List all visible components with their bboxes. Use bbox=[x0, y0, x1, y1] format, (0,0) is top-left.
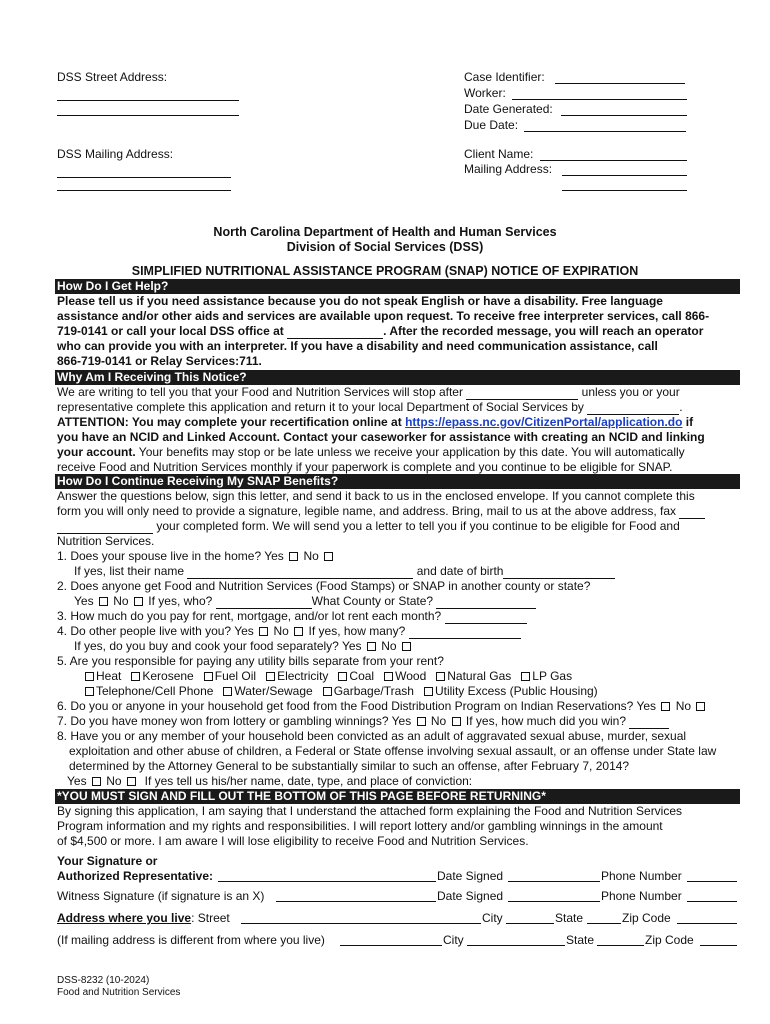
state-label-1: State bbox=[555, 911, 584, 925]
return-by-date-blank[interactable] bbox=[587, 403, 679, 415]
county-state-blank[interactable] bbox=[436, 597, 536, 609]
q6-yes-checkbox[interactable] bbox=[661, 702, 670, 711]
utility-row1-checkbox-4[interactable] bbox=[338, 672, 347, 681]
state-field-2[interactable] bbox=[597, 945, 644, 946]
q7-no-label: No bbox=[430, 714, 447, 728]
client-name-field[interactable] bbox=[540, 160, 687, 161]
q8-text-b: If yes tell us his/her name, date, type, and place of conviction: bbox=[144, 774, 473, 788]
q8-yes-label: Yes bbox=[67, 774, 87, 788]
help-line-3b: . After the recorded message, you will reach an operator bbox=[383, 324, 704, 338]
why-line-6: receive Food and Nutrition Services monthly if your paperwork is complete and you continue to be eligible for SNAP. bbox=[57, 460, 673, 474]
utility-row1-checkbox-3[interactable] bbox=[266, 672, 275, 681]
how-many-blank[interactable] bbox=[409, 627, 521, 639]
q7-text: 7. Do you have money won from lottery or gambling winnings? Yes bbox=[57, 714, 412, 728]
why-line-5b: Your benefits may stop or be late unless we receive your application by this date. You will automatically bbox=[135, 445, 685, 459]
utility-row1-label-7: LP Gas bbox=[532, 669, 573, 683]
why-line-3b: if bbox=[685, 415, 694, 429]
utility-row1-label-5: Wood bbox=[395, 669, 427, 683]
section-heading-help: How Do I Get Help? bbox=[55, 279, 740, 294]
section-heading-continue: How Do I Continue Receiving My SNAP Benefits? bbox=[55, 474, 740, 489]
q4-line bbox=[57, 624, 747, 639]
continue-line-1: Answer the questions below, sign this letter, and send it back to us in the enclosed envelope. If you cannot complete this bbox=[57, 489, 695, 503]
utility-row1-checkbox-7[interactable] bbox=[521, 672, 530, 681]
date-generated-field[interactable] bbox=[561, 115, 687, 116]
mailing-street-field[interactable] bbox=[340, 945, 442, 946]
address-live-label: Address where you live bbox=[57, 911, 192, 925]
mailing-address-field-2[interactable] bbox=[562, 190, 687, 191]
sign-line-1: By signing this application, I am saying that I understand the attached form explaining the Food and Nutrition Services bbox=[57, 804, 683, 818]
help-line-1: Please tell us if you need assistance because you do not speak English or have a disability. Free language bbox=[57, 294, 663, 308]
utility-row1-checkbox-2[interactable] bbox=[204, 672, 213, 681]
q4b-yes-checkbox[interactable] bbox=[367, 642, 376, 651]
street-label: : Street bbox=[191, 911, 230, 925]
city-field-2[interactable] bbox=[467, 945, 565, 946]
q4-yes-checkbox[interactable] bbox=[259, 627, 268, 636]
case-identifier-label: Case Identifier: bbox=[464, 70, 545, 84]
q3-line bbox=[57, 609, 747, 624]
section-heading-sign: *YOU MUST SIGN AND FILL OUT THE BOTTOM OF THIS PAGE BEFORE RETURNING* bbox=[55, 789, 740, 804]
utility-row1-checkbox-6[interactable] bbox=[436, 672, 445, 681]
epass-link[interactable]: https://epass.nc.gov/CitizenPortal/application.do bbox=[405, 415, 683, 429]
q2-yes-checkbox[interactable] bbox=[99, 597, 108, 606]
q4-no-label: No bbox=[273, 624, 289, 638]
continue-line-4: Nutrition Services. bbox=[57, 534, 155, 548]
q6-line bbox=[57, 699, 747, 714]
utility-row1-label-1: Kerosene bbox=[142, 669, 194, 683]
why-line-3a: ATTENTION: You may complete your recertification online at bbox=[57, 415, 402, 429]
continue-line-2 bbox=[57, 504, 747, 519]
phone-number-field-2[interactable] bbox=[687, 901, 737, 902]
q1-no-checkbox[interactable] bbox=[324, 552, 333, 561]
why-line-2a: representative complete this application and return it to your local Department of Social Services by bbox=[57, 400, 584, 414]
mailing-address-field-1[interactable] bbox=[562, 175, 687, 176]
utility-row2-checkbox-1[interactable] bbox=[223, 687, 232, 696]
utility-row1-label-3: Electricity bbox=[277, 669, 329, 683]
utility-row2-label-2: Garbage/Trash bbox=[333, 684, 414, 698]
spouse-dob-blank[interactable] bbox=[503, 567, 615, 579]
stop-date-blank[interactable] bbox=[466, 388, 578, 400]
q1-no-label: No bbox=[303, 549, 319, 563]
q4b-text: If yes, do you buy and cook your food separately? Yes bbox=[74, 639, 362, 653]
phone-number-label-1: Phone Number bbox=[601, 869, 682, 883]
phone-number-label-2: Phone Number bbox=[601, 889, 682, 903]
help-line-5: 866-719-0141 or Relay Services:711. bbox=[57, 354, 262, 368]
your-signature-label: Your Signature or bbox=[57, 854, 158, 868]
q4-text-b: If yes, how many? bbox=[308, 624, 406, 638]
zip-label-2: Zip Code bbox=[645, 933, 694, 947]
q5-line: 5. Are you responsible for paying any utility bills separate from your rent? bbox=[57, 654, 444, 668]
why-line-4: you have an NCID and Linked Account. Contact your caseworker for assistance with creating an NCID and linking bbox=[57, 430, 705, 444]
sign-line-3: of $4,500 or more. I am aware I will lose eligibility to receive Food and Nutrition Services. bbox=[57, 834, 529, 848]
continue-paragraph bbox=[57, 489, 747, 549]
q1b-line bbox=[57, 564, 747, 579]
state-field-1[interactable] bbox=[587, 923, 621, 924]
due-date-field[interactable] bbox=[524, 131, 686, 132]
winnings-blank[interactable] bbox=[629, 717, 669, 729]
signature-field[interactable] bbox=[218, 881, 436, 882]
case-identifier-field[interactable] bbox=[555, 83, 685, 84]
q1-line bbox=[57, 549, 747, 564]
q6-text: 6. Do you or anyone in your household get food from the Food Distribution Program on Indian Reservations? Yes bbox=[57, 699, 657, 713]
utility-row1-label-0: Heat bbox=[96, 669, 122, 683]
q7-text-b: If yes, how much did you win? bbox=[465, 714, 626, 728]
dss-office-phone-blank[interactable] bbox=[287, 327, 383, 339]
date-generated-label: Date Generated: bbox=[464, 102, 553, 116]
why-line-3 bbox=[57, 415, 747, 430]
zip-field-1[interactable] bbox=[677, 923, 737, 924]
q2b-text-b: What County or State? bbox=[311, 594, 434, 608]
utility-row2-label-3: Utility Excess (Public Housing) bbox=[434, 684, 598, 698]
why-line-2b: . bbox=[679, 400, 683, 414]
q4b-line bbox=[57, 639, 747, 654]
q8-line-3: determined by the Attorney General to be substantially similar to such an offense, after February 7, 2014? bbox=[69, 759, 630, 773]
title-division: Division of Social Services (DSS) bbox=[286, 240, 484, 254]
section-heading-why: Why Am I Receiving This Notice? bbox=[55, 370, 740, 385]
q4-no-checkbox[interactable] bbox=[294, 627, 303, 636]
why-paragraph bbox=[57, 385, 747, 475]
date-signed-label-2: Date Signed bbox=[437, 889, 504, 903]
sign-line-2: Program information and my rights and responsibilities. I will report lottery and/or gambling winnings in the amount bbox=[57, 819, 663, 833]
q6-no-label: No bbox=[675, 699, 692, 713]
q8-yes-checkbox[interactable] bbox=[92, 777, 101, 786]
utility-row1-checkbox-0[interactable] bbox=[85, 672, 94, 681]
why-line-1b: unless you or your bbox=[581, 385, 680, 399]
q1-text: 1. Does your spouse live in the home? Yes bbox=[57, 549, 284, 563]
zip-field-2[interactable] bbox=[700, 945, 737, 946]
why-line-5a: your account. bbox=[57, 445, 136, 459]
help-line-3a: 719-0141 or call your local DSS office at bbox=[57, 324, 284, 338]
utility-row1-label-4: Coal bbox=[349, 669, 375, 683]
help-line-4: who can provide you with an interpreter. If you have a disability and need communication assistance, call bbox=[57, 339, 658, 353]
q2-line: 2. Does anyone get Food and Nutrition Services (Food Stamps) or SNAP in another county or state? bbox=[57, 579, 591, 593]
utility-row1-label-2: Fuel Oil bbox=[214, 669, 257, 683]
utility-row1-checkbox-1[interactable] bbox=[131, 672, 140, 681]
q1-yes-checkbox[interactable] bbox=[289, 552, 298, 561]
zip-label-1: Zip Code bbox=[622, 911, 671, 925]
why-line-1a: We are writing to tell you that your Food and Nutrition Services will stop after bbox=[57, 385, 463, 399]
witness-signature-field[interactable] bbox=[276, 901, 436, 902]
due-date-label: Due Date: bbox=[464, 118, 519, 132]
fax-blank-2[interactable] bbox=[57, 522, 153, 534]
utility-row2-checkbox-2[interactable] bbox=[323, 687, 332, 696]
form-number: DSS-8232 (10-2024) bbox=[57, 975, 150, 986]
worker-field[interactable] bbox=[512, 99, 687, 100]
utility-row2-checkbox-0[interactable] bbox=[85, 687, 94, 696]
help-paragraph bbox=[57, 294, 747, 369]
why-line-2 bbox=[57, 400, 747, 415]
city-label-1: City bbox=[482, 911, 503, 925]
q2-no-label: No bbox=[113, 594, 129, 608]
help-line-3 bbox=[57, 324, 747, 339]
q7-yes-checkbox[interactable] bbox=[417, 717, 426, 726]
help-line-2: assistance and/or other aids and services are available upon request. To receive free interpreter services, call 866- bbox=[57, 309, 710, 323]
q1b-text-b: and date of birth bbox=[416, 564, 504, 578]
authorized-rep-label: Authorized Representative: bbox=[57, 869, 214, 883]
spouse-name-blank[interactable] bbox=[187, 567, 413, 579]
dss-mailing-line-2[interactable] bbox=[57, 190, 231, 191]
continue-line-2a: form you will only need to provide a signature, legible name, and address. Bring, mail to us at the above address, fax bbox=[57, 504, 677, 518]
q8-no-label: No bbox=[106, 774, 122, 788]
title-notice: SIMPLIFIED NUTRITIONAL ASSISTANCE PROGRAM (SNAP) NOTICE OF EXPIRATION bbox=[131, 264, 639, 278]
q7-line bbox=[57, 714, 747, 729]
rent-blank[interactable] bbox=[445, 612, 527, 624]
worker-label: Worker: bbox=[464, 86, 506, 100]
questions-list bbox=[57, 549, 747, 789]
fax-blank-1[interactable] bbox=[679, 507, 705, 519]
date-signed-field-2[interactable] bbox=[508, 901, 600, 902]
dss-mailing-line-1[interactable] bbox=[57, 177, 231, 178]
why-line-5 bbox=[57, 445, 747, 460]
city-label-2: City bbox=[443, 933, 464, 947]
q2b-line bbox=[57, 594, 747, 609]
city-field-1[interactable] bbox=[506, 923, 554, 924]
date-signed-field-1[interactable] bbox=[508, 881, 600, 882]
sign-paragraph bbox=[57, 804, 747, 849]
utility-row1-label-6: Natural Gas bbox=[447, 669, 512, 683]
dss-street-address-label: DSS Street Address: bbox=[57, 70, 168, 84]
continue-line-3a: your completed form. We will send you a letter to tell you if you continue to be eligible for Food and bbox=[156, 519, 680, 533]
footer-program: Food and Nutrition Services bbox=[57, 987, 181, 998]
q8-line-2: exploitation and other abuse of children, a Federal or State offense involving sexual assault, or an offense under State law bbox=[69, 744, 717, 758]
phone-number-field-1[interactable] bbox=[687, 881, 737, 882]
witness-signature-label: Witness Signature (if signature is an X) bbox=[57, 889, 265, 903]
q4b-no-checkbox[interactable] bbox=[402, 642, 411, 651]
title-department: North Carolina Department of Health and Human Services bbox=[213, 225, 557, 239]
q8-line-4 bbox=[57, 774, 747, 789]
mailing-different-label: (If mailing address is different from where you live) bbox=[57, 933, 325, 947]
q4b-no-label: No bbox=[381, 639, 397, 653]
why-line-1 bbox=[57, 385, 747, 400]
mailing-address-label: Mailing Address: bbox=[464, 162, 553, 176]
utility-row2-label-1: Water/Sewage bbox=[234, 684, 313, 698]
date-signed-label-1: Date Signed bbox=[437, 869, 504, 883]
address-live-line bbox=[57, 911, 230, 925]
q3-text: 3. How much do you pay for rent, mortgage, and/or lot rent each month? bbox=[57, 609, 442, 623]
q2-yes-label: Yes bbox=[74, 594, 94, 608]
utility-row2-checkbox-3[interactable] bbox=[424, 687, 433, 696]
street-field[interactable] bbox=[241, 923, 481, 924]
q2-no-checkbox[interactable] bbox=[134, 597, 143, 606]
continue-line-3 bbox=[57, 519, 747, 534]
q2b-text-a: If yes, who? bbox=[148, 594, 213, 608]
q1b-text-a: If yes, list their name bbox=[74, 564, 185, 578]
who-blank[interactable] bbox=[216, 597, 312, 609]
utilities-row-1 bbox=[57, 669, 747, 684]
q6-no-checkbox[interactable] bbox=[696, 702, 705, 711]
dss-street-line-2[interactable] bbox=[57, 115, 239, 116]
utility-row2-label-0: Telephone/Cell Phone bbox=[96, 684, 214, 698]
q8-line-1: 8. Have you or any member of your household been convicted as an adult of aggravated sexual abuse, murder, sexual bbox=[57, 729, 687, 743]
client-name-label: Client Name: bbox=[464, 147, 534, 161]
utilities-row-2 bbox=[57, 684, 747, 699]
q4-text: 4. Do other people live with you? Yes bbox=[57, 624, 254, 638]
dss-street-line-1[interactable] bbox=[57, 100, 239, 101]
q7-no-checkbox[interactable] bbox=[452, 717, 461, 726]
state-label-2: State bbox=[566, 933, 595, 947]
dss-mailing-address-label: DSS Mailing Address: bbox=[57, 147, 174, 161]
utility-row1-checkbox-5[interactable] bbox=[384, 672, 393, 681]
q8-no-checkbox[interactable] bbox=[127, 777, 136, 786]
